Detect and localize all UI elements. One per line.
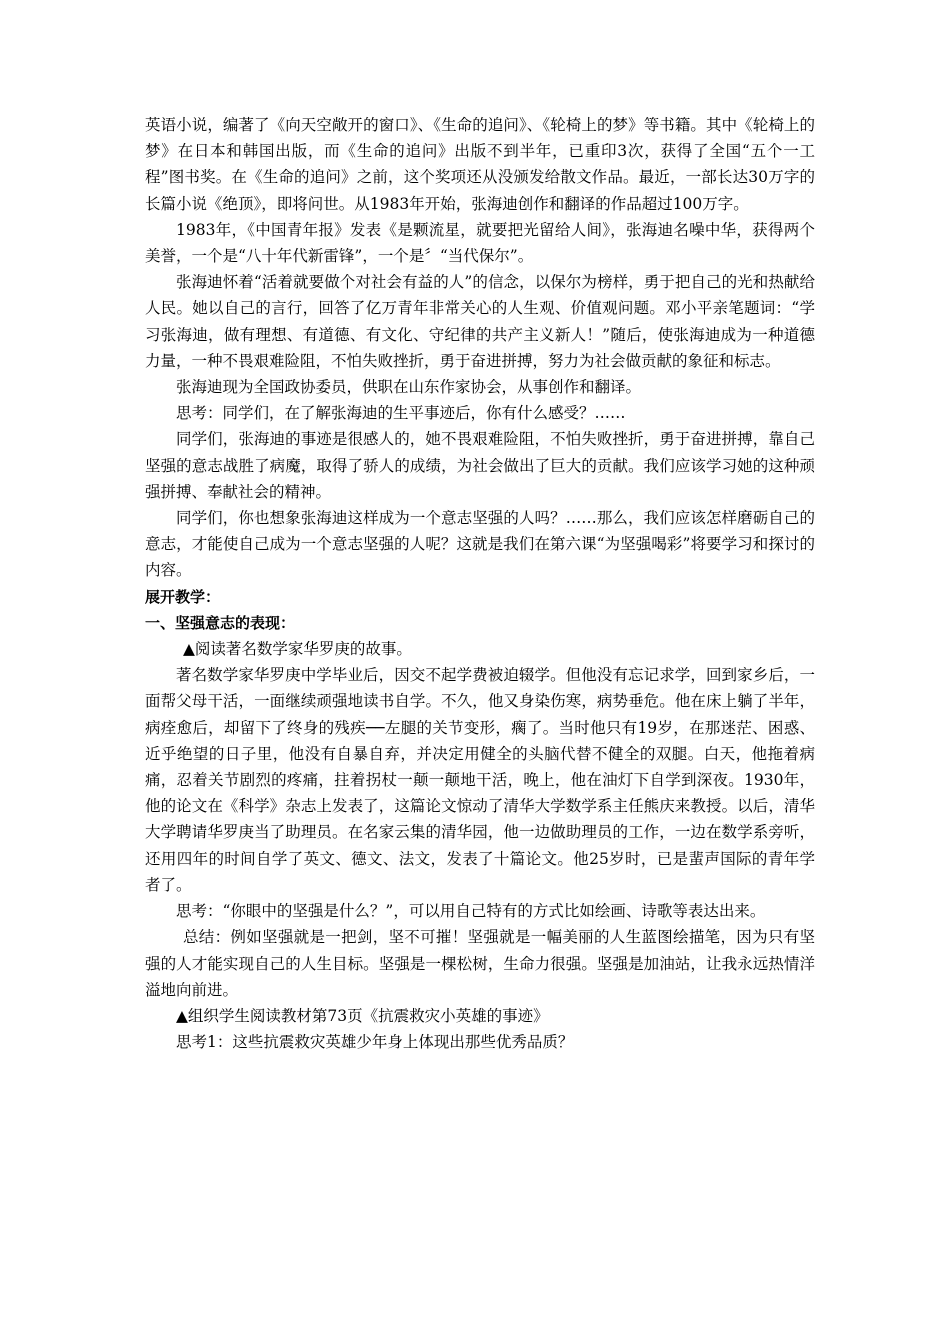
paragraph-summary: 同学们，张海迪的事迹是很感人的，她不畏艰难险阻，不怕失败挫折，勇于奋进拼搏，靠自己坚强的意志战胜了病魔，取得了骄人的成绩，为社会做出了巨大的贡献。我们应该学习她的这种顽强拼搏、奉献社会的精神。 — [145, 430, 815, 501]
paragraph-conclusion: 总结：例如坚强就是一把剑，坚不可摧！坚强就是一幅美丽的人生蓝图绘描笔，因为只有坚强的人才能实现自己的人生目标。坚强是一棵松树，生命力很强。坚强是加油站，让我永远热情洋溢地向前进。 — [145, 928, 815, 999]
activity-read-hua-luogeng: ▲阅读著名数学家华罗庚的故事。 — [183, 640, 412, 659]
paragraph-current-position: 张海迪现为全国政协委员，供职在山东作家协会，从事创作和翻译。 — [176, 378, 642, 397]
paragraph-hua-luogeng-story: 著名数学家华罗庚中学毕业后，因交不起学费被迫辍学。但他没有忘记求学，回到家乡后，一面帮父母干活，一面继续顽强地读书自学。不久，他又身染伤寒，病势垂危。他在床上躺了半年，病痊愈后，却留下了终身的残疾──左腿的关节变形，瘸了。当时他只有19岁，在那迷茫、困惑、近乎绝望的日子里，他没有自暴自弃，并决定用健全的头脑代替不健全的双腿。白天，他拖着病痛，忍着关节剧烈的疼痛，拄着拐杖一颠一颠地干活，晚上，他在油灯下自学到深夜。1930年，他的论文在《科学》杂志上发表了，这篇论文惊动了清华大学数学系主任熊庆来教授。以后，清华大学聘请华罗庚当了助理员。在名家云集的清华园，他一边做助理员的工作，一边在数学系旁听，还用四年的时间自学了英文、德文、法文，发表了十篇论文。他25岁时，已是蜚声国际的青年学者了。 — [145, 666, 815, 894]
paragraph-think-strength: 思考：“你眼中的坚强是什么？”，可以用自己特有的方式比如绘画、诗歌等表达出来。 — [176, 902, 766, 921]
paragraph-lesson-intro: 同学们，你也想象张海迪这样成为一个意志坚强的人吗？……那么，我们应该怎样磨砺自己的意志，才能使自己成为一个意志坚强的人呢？这就是我们在第六课“为坚强喝彩”将要学习和探讨的内容。 — [145, 509, 815, 580]
paragraph-zhang-haidi-works: 英语小说，编著了《向天空敞开的窗口》、《生命的追问》、《轮椅上的梦》等书籍。其中《轮椅上的梦》在日本和韩国出版，而《生命的追问》出版不到半年，已重印3次，获得了全国“五个一工程”图书奖。在《生命的追问》之前，这个奖项还从没颁发给散文作品。最近，一部长达30万字的长篇小说《绝顶》，即将问世。从1983年开始，张海迪创作和翻译的作品超过100万字。 — [145, 116, 815, 213]
paragraph-think-one: 思考1：这些抗震救灾英雄少年身上体现出那些优秀品质？ — [176, 1033, 574, 1052]
heading-section-one: 一、坚强意志的表现： — [145, 613, 296, 632]
heading-teaching: 展开教学： — [145, 587, 221, 606]
paragraph-1983-honors: 1983年，《中国青年报》发表《是颗流星，就要把光留给人间》，张海迪名噪中华，获得两个美誉，一个是“八十年代新雷锋”，一个是〞“当代保尔”。 — [145, 220, 815, 266]
document-page — [145, 112, 815, 1055]
paragraph-belief: 张海迪怀着“活着就要做个对社会有益的人”的信念，以保尔为榜样，勇于把自己的光和热献给人民。她以自己的言行，回答了亿万青年非常关心的人生观、价值观问题。邓小平亲笔题词：“学习张海迪，做有理想、有道德、有文化、守纪律的共产主义新人！”随后，使张海迪成为一种道德力量，一种不畏艰难险阻，不怕失败挫折，勇于奋进拼搏，努力为社会做贡献的象征和标志。 — [145, 273, 815, 370]
paragraph-think-question: 思考：同学们，在了解张海迪的生平事迹后，你有什么感受？…… — [176, 404, 626, 423]
activity-read-textbook: ▲组织学生阅读教材第73页《抗震救灾小英雄的事迹》 — [176, 1006, 549, 1025]
